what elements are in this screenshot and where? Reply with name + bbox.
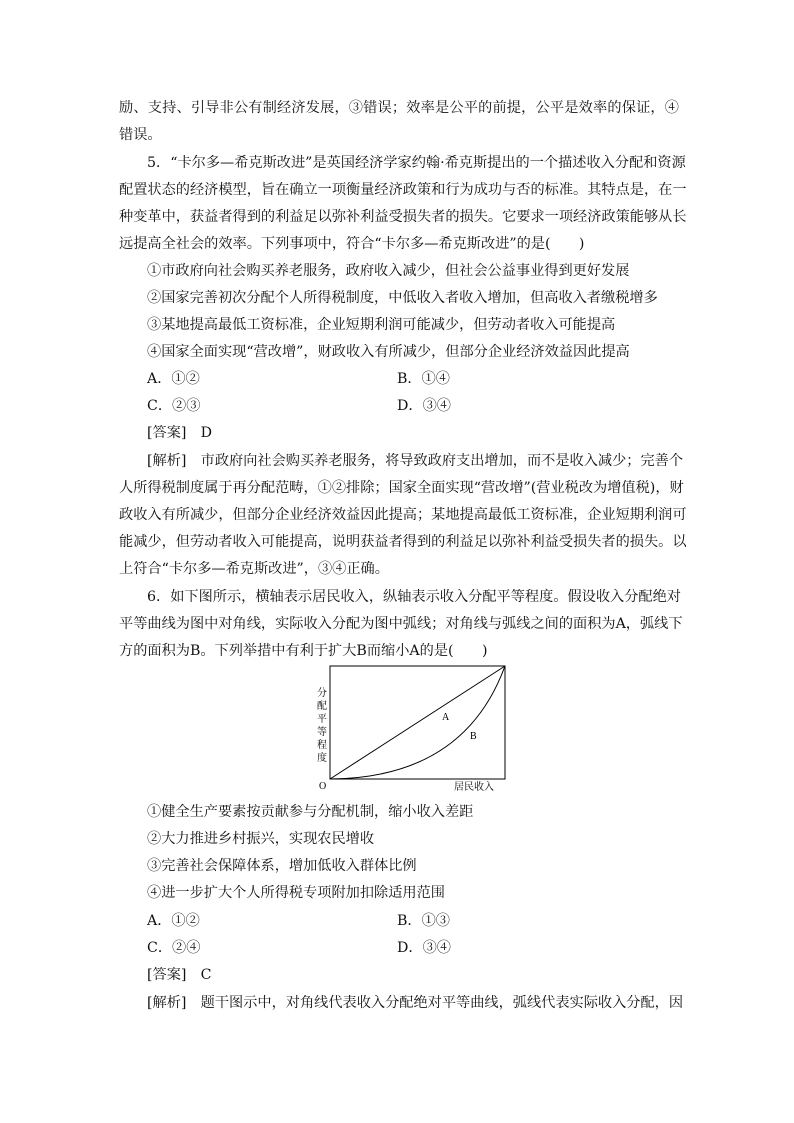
- paragraph-line: 励、支持、引导非公有制经济发展，③错误；效率是公平的前提，公平是效率的保证，④: [119, 100, 679, 116]
- question-5-stem: 配置状态的经济模型，旨在确立一项衡量经济政策和行为成功与否的标准。其特点是，在一: [119, 182, 687, 198]
- income-distribution-figure: [314, 662, 510, 794]
- question-5-analysis: 上符合“卡尔多—希克斯改进”，③④正确。: [119, 561, 389, 577]
- question-5-statement-4: ④国家全面实现“营改增”，财政收入有所减少，但部分企业经济效益因此提高: [147, 344, 630, 360]
- origin-label: O: [319, 781, 327, 792]
- question-6-analysis: [解析] 题干图示中，对角线代表收入分配绝对平等曲线，弧线代表实际收入分配，因: [147, 995, 684, 1011]
- question-5-statement-2: ②国家完善初次分配个人所得税制度，中低收入者收入增加，但高收入者缴税增多: [147, 290, 658, 306]
- question-5-stem: 远提高全社会的效率。下列事项中，符合“卡尔多—希克斯改进”的是( ): [119, 236, 585, 252]
- area-b-label: B: [470, 731, 477, 742]
- question-6-answer: [答案] C: [147, 967, 212, 983]
- question-5-option-a: A．①②: [147, 371, 200, 387]
- question-5-analysis: 政收入有所减少，但部分企业经济效益因此提高；某地提高最低工资标准，企业短期利润可: [119, 507, 687, 523]
- x-axis-label: 居民收入: [454, 782, 494, 793]
- y-axis-label-char: 等: [317, 727, 327, 738]
- paragraph-line: 错误。: [119, 127, 162, 143]
- question-6-option-b: B．①③: [397, 913, 450, 929]
- question-5-option-d: D．③④: [397, 398, 451, 414]
- question-6-statement-4: ④进一步扩大个人所得税专项附加扣除适用范围: [147, 885, 445, 901]
- question-6-option-c: C．②④: [147, 940, 201, 956]
- question-6-stem: 平等曲线为图中对角线，实际收入分配为图中弧线；对角线与弧线之间的面积为A，弧线下: [119, 616, 683, 632]
- y-axis-label-char: 配: [317, 701, 327, 712]
- question-5-option-c: C．②③: [147, 398, 201, 414]
- question-5-stem: 种变革中，获益者得到的利益足以弥补利益受损失者的损失。它要求一项经济政策能够从长: [119, 209, 687, 225]
- question-5-stem: 5．“卡尔多—希克斯改进”是英国经济学家约翰·希克斯提出的一个描述收入分配和资源: [147, 155, 686, 171]
- y-axis-label-char: 分: [317, 688, 327, 699]
- question-5-option-b: B．①④: [397, 371, 450, 387]
- question-5-analysis: [解析] 市政府向社会购买养老服务，将导致政府支出增加，而不是收入减少；完善个: [147, 453, 684, 469]
- question-5-statement-3: ③某地提高最低工资标准，企业短期利润可能减少，但劳动者收入可能提高: [147, 317, 616, 333]
- question-6-statement-2: ②大力推进乡村振兴，实现农民增收: [147, 831, 375, 847]
- question-6-stem: 方的面积为B。下列举措中有利于扩大B而缩小A的是( ): [119, 643, 488, 659]
- y-axis-label-char: 程: [317, 740, 327, 751]
- question-6-statement-1: ①健全生产要素按贡献参与分配机制，缩小收入差距: [147, 804, 474, 820]
- question-5-analysis: 能减少，但劳动者收入可能提高，说明获益者得到的利益足以弥补利益受损失者的损失。以: [119, 534, 687, 550]
- question-6-statement-3: ③完善社会保障体系，增加低收入群体比例: [147, 858, 417, 874]
- area-a-label: A: [442, 712, 450, 723]
- question-5-answer: [答案] D: [147, 425, 213, 441]
- figure-svg: [314, 662, 510, 794]
- question-6-option-a: A．①②: [147, 913, 200, 929]
- y-axis-label-char: 度: [317, 753, 327, 764]
- equality-diagonal: [330, 666, 505, 779]
- y-axis-label-char: 平: [317, 714, 327, 725]
- question-6-option-d: D．③④: [397, 940, 451, 956]
- question-6-stem: 6．如下图所示，横轴表示居民收入，纵轴表示收入分配平等程度。假设收入分配绝对: [147, 589, 681, 605]
- question-5-analysis: 人所得税制度属于再分配范畴，①②排除；国家全面实现“营改增”(营业税改为增值税)，财: [119, 480, 684, 496]
- question-5-statement-1: ①市政府向社会购买养老服务，政府收入减少，但社会公益事业得到更好发展: [147, 263, 630, 279]
